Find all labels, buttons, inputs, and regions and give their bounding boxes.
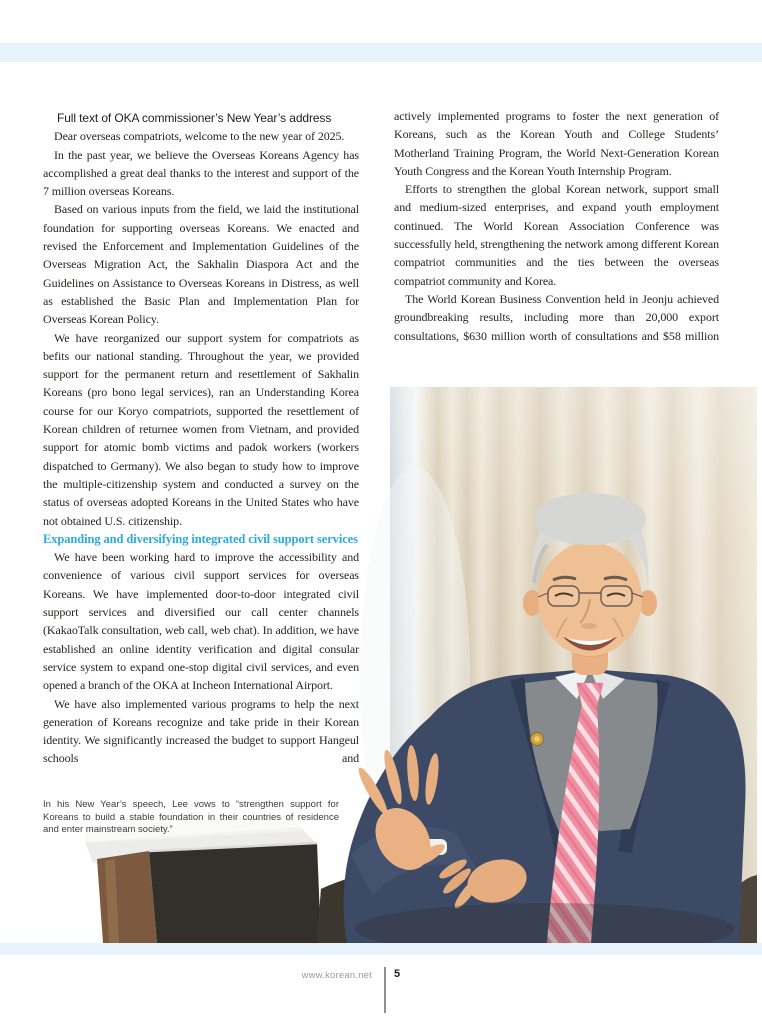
body-paragraph: In the past year, we believe the Overseas Koreans Agency has accomplished a great deal thanks to the interest and support of the 7 million overseas Koreans.: [43, 147, 359, 199]
photo-caption: In his New Year’s speech, Lee vows to “strengthen support for Koreans to build a stable foundation in their countries of residence and enter mainstream society.”: [43, 799, 339, 836]
article-kicker: Full text of OKA commissioner’s New Year’s address: [57, 111, 332, 125]
body-paragraph: actively implemented programs to foster the next generation of Koreans, such as the Korean Youth and College Students’ Motherland Training Program, the World Next-Generation Korean Youth Congress and the Korean Youth Internship Program.: [394, 109, 719, 178]
footer-page-number: 5: [394, 968, 401, 980]
body-paragraph: The World Korean Business Convention held in Jeonju achieved groundbreaking results, including more than 20,000 export consultations, $630 million worth of consultations and $58 million: [394, 291, 719, 343]
body-paragraph: Based on various inputs from the field, we laid the institutional foundation for supporting overseas Koreans. We enacted and revised the Enforcement and Implementation Guidelines of the Overseas Migration Act, the Sakhalin Diaspora Act and the Guidelines on Assistance to Overseas Koreans in Distress, as well as established the Basic Plan and Implementation Plan for Overseas Korean Policy.: [43, 202, 359, 327]
body-paragraph: We have reorganized our support system for compatriots as befits our national standing. Throughout the year, we provided support for the permanent return and resettlement of Sakhalin Koreans (pro bono legal services), ran an Understanding Korea course for our Koryo compatriots, supported the resettlement of Korean children of returnee women from Vietnam, and provided support for atomic bomb victims and padok workers (workers dispatched to Germany). We also began to study how to improve the multiple-citizenship system and conducted a survey on the status of overseas adopted Koreans in the United States who have not obtained U.S. citizenship.: [43, 330, 359, 528]
footer-divider: [384, 967, 386, 1013]
body-paragraph: We have also implemented various programs to help the next generation of Koreans recognize and take pride in their Korean identity. We significantly increased the budget to support Hangeul schools and: [43, 696, 359, 766]
section-subhead: Expanding and diversifying integrated civil support services: [43, 531, 358, 546]
body-paragraph: Dear overseas compatriots, welcome to the new year of 2025.: [54, 129, 345, 144]
body-paragraph: We have been working hard to improve the accessibility and convenience of various civil support services for overseas Koreans. We have implemented door-to-door integrated civil support services and diversified our call center channels (KakaoTalk consultation, web call, web chat). In addition, we have established an online identity verification and digital consular service system to expand one-stop digital civil services, and even opened a branch of the OKA at Incheon International Airport.: [43, 550, 359, 693]
body-paragraph: Efforts to strengthen the global Korean network, support small and medium-sized enterprises, and expand youth employment continued. The World Korean Association Conference was successfully held, strengthening the network among different Korean compatriot communities and the ties between the overseas compatriot community and Korea.: [394, 182, 719, 288]
bottom-accent-band: [0, 943, 762, 955]
right-text-column: [394, 107, 719, 345]
footer-site-url: www.korean.net: [301, 970, 372, 981]
top-accent-band: [0, 43, 762, 62]
commissioner-photo: [85, 387, 757, 943]
